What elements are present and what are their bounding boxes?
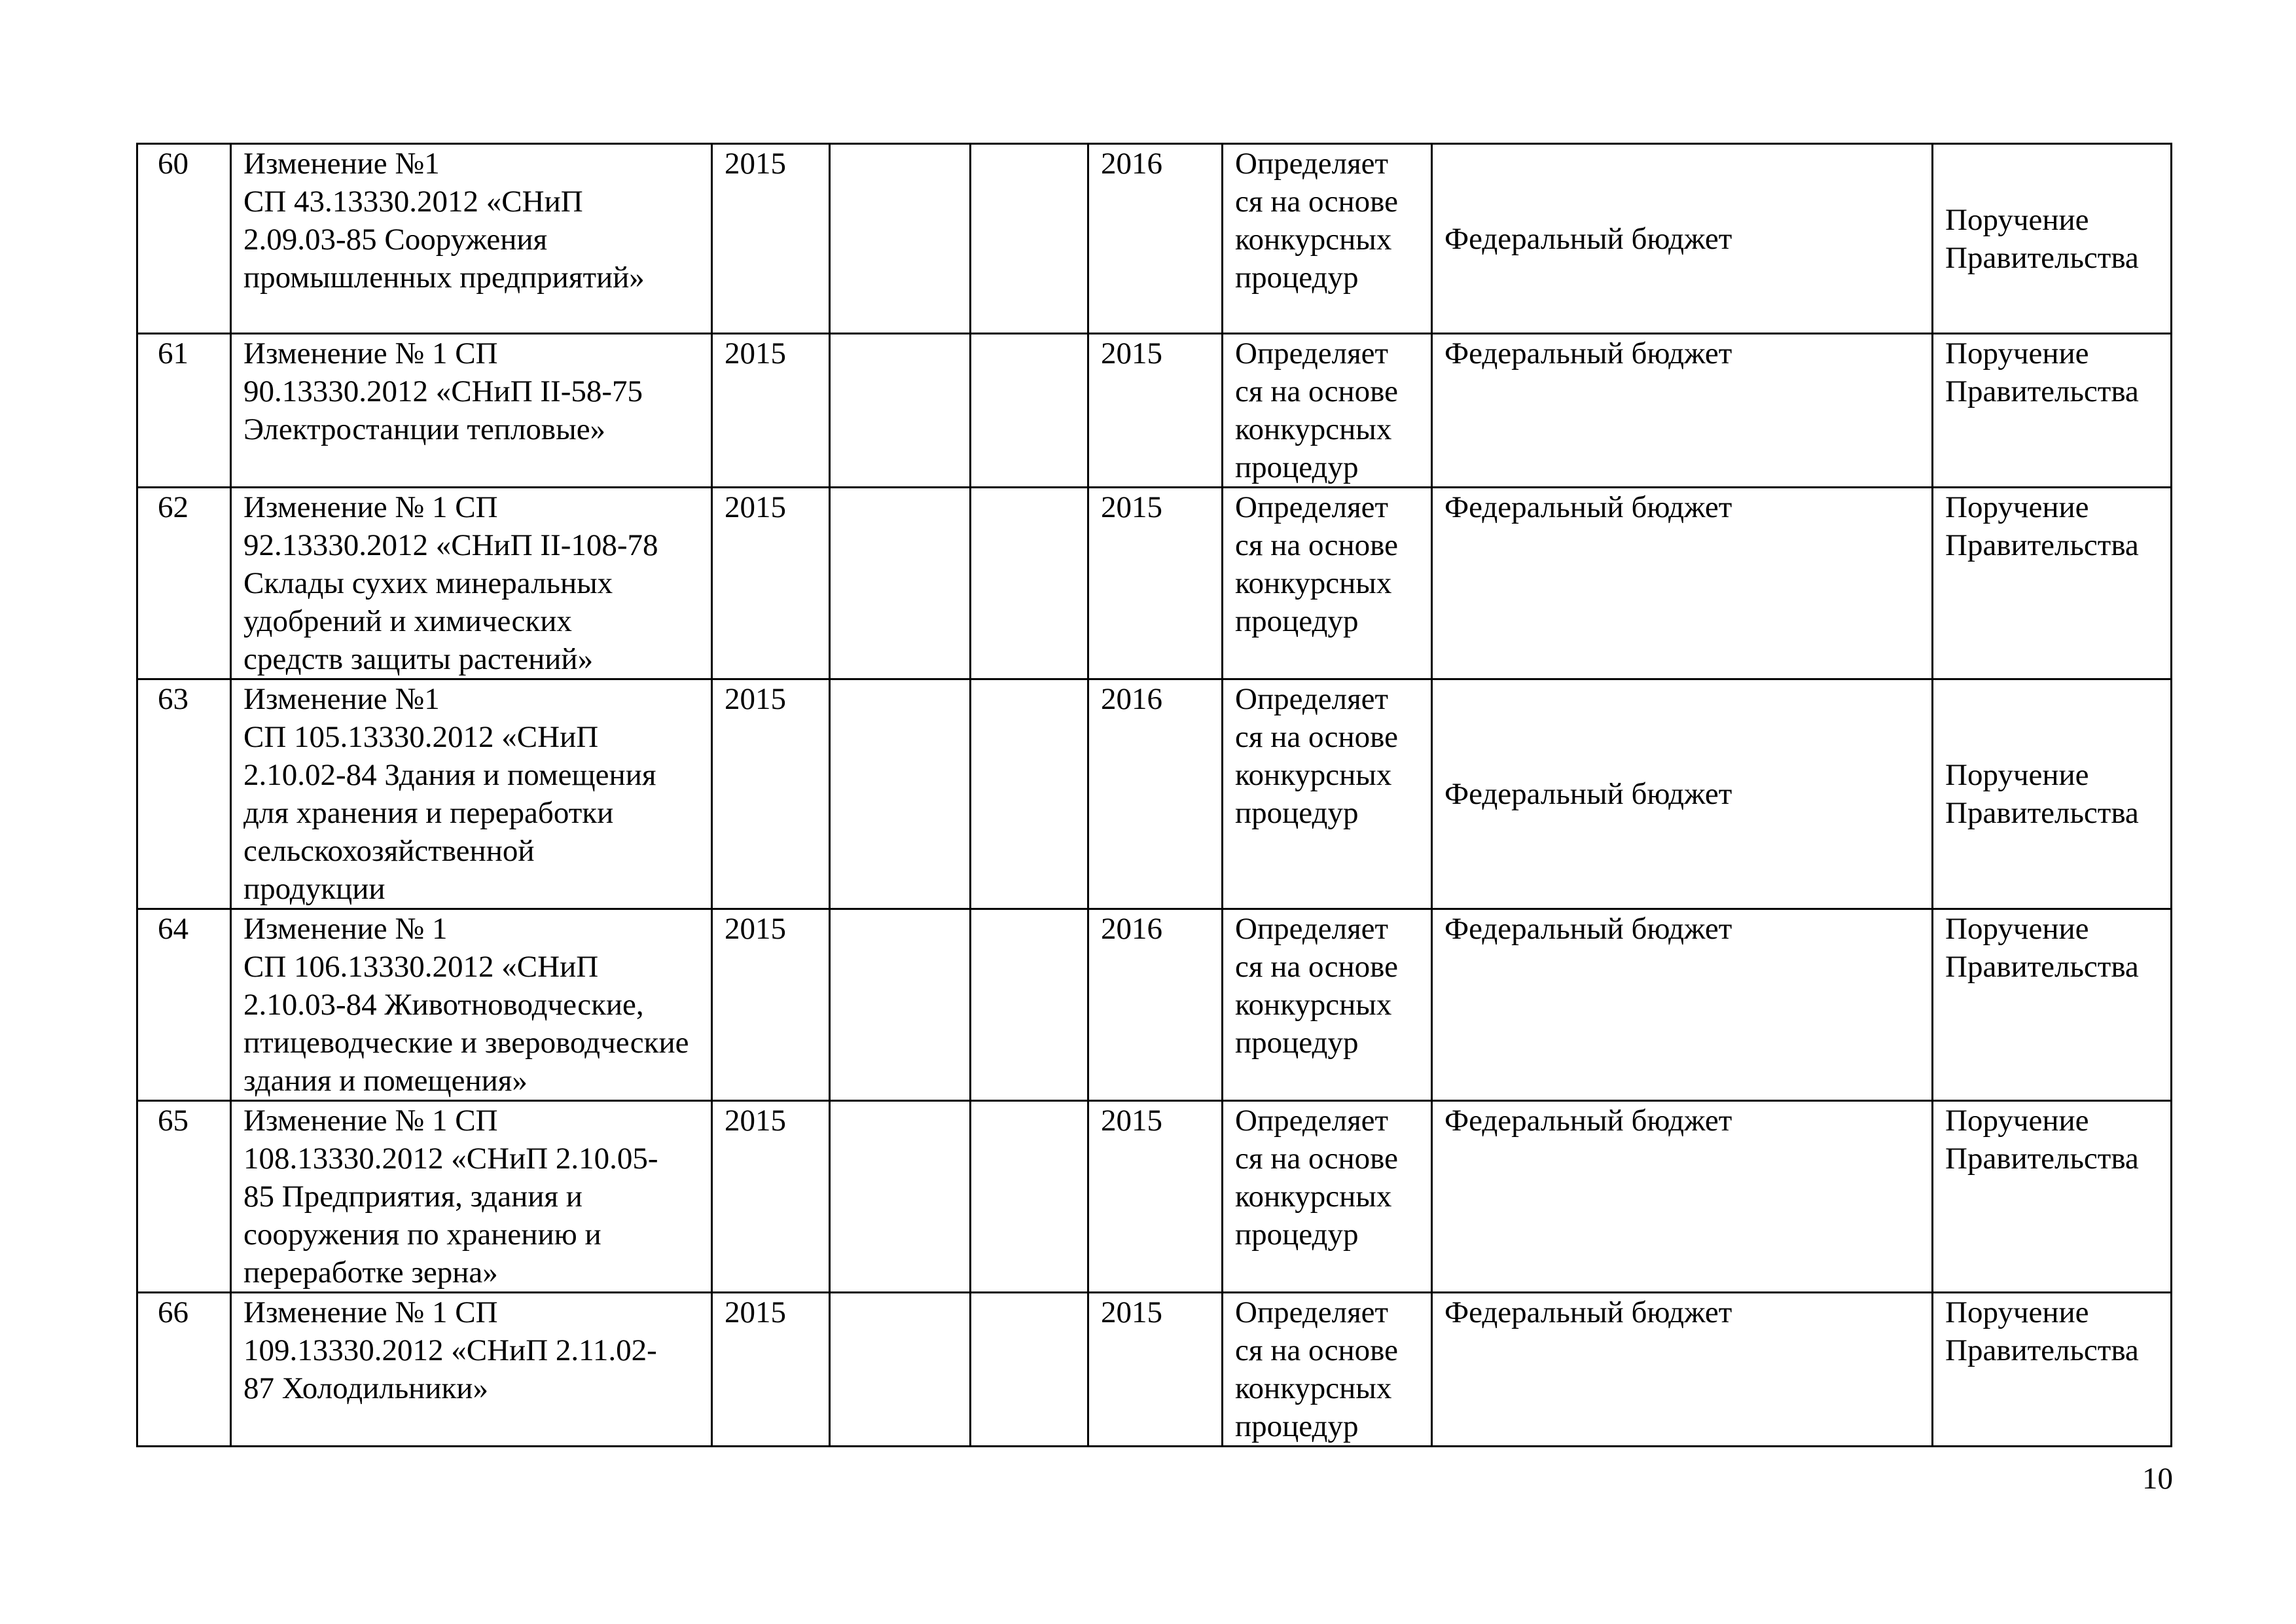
start-year: 2015 [725,1295,786,1329]
empty-cell [971,909,1088,1101]
document-title-line: 2.09.03-85 Сооружения [243,223,548,257]
funding-amount-line: Определяет [1235,490,1389,524]
start-year-cell [712,679,830,909]
empty-cell [971,488,1088,679]
basis-cell [1933,1101,2172,1293]
basis-line: Правительства [1945,240,2139,275]
funding-amount-line: процедур [1235,1218,1359,1252]
start-year: 2015 [725,1104,786,1138]
funding-amount-line: Определяет [1235,1104,1389,1138]
empty-cell [830,909,971,1101]
basis-cell [1933,909,2172,1101]
document-title-line: средств защиты растений» [243,642,594,676]
end-year-cell [1088,679,1223,909]
document-title-cell [231,488,712,679]
table-row [137,334,2172,488]
basis-cell [1933,334,2172,488]
document-title-line: Изменение №1 [243,147,440,181]
funding-amount-line: конкурсных [1235,223,1392,257]
funding-source: Федеральный бюджет [1444,221,1732,256]
basis-line: Поручение [1945,490,2089,524]
basis-cell [1933,679,2172,909]
document-title-line: 90.13330.2012 «СНиП II-58-75 [243,374,643,408]
document-title-line: 2.10.03-84 Животноводческие, [243,988,644,1022]
basis-line: Поручение [1945,1295,2089,1329]
table-row [137,488,2172,679]
document-title-line: Изменение № 1 СП [243,490,498,524]
table-row [137,1293,2172,1447]
row-number: 65 [158,1104,188,1138]
row-number: 66 [158,1295,188,1329]
basis-line: Поручение [1945,912,2089,946]
document-title-line: СП 43.13330.2012 «СНиП [243,185,583,219]
end-year-cell [1088,1293,1223,1447]
start-year: 2015 [725,682,786,716]
start-year-cell [712,1293,830,1447]
funding-amount-line: ся на основе [1235,528,1398,562]
table-body [137,144,2172,1447]
funding-amount-line: процедур [1235,450,1359,484]
funding-source-cell [1432,144,1933,334]
basis-line: Поручение [1945,1104,2089,1138]
row-number: 63 [158,682,188,716]
row-number-cell [137,1101,231,1293]
end-year: 2016 [1101,682,1162,716]
table-row [137,144,2172,334]
document-title-line: Изменение № 1 [243,912,448,946]
funding-amount-line: Определяет [1235,682,1389,716]
document-title-line: СП 106.13330.2012 «СНиП [243,950,599,984]
page-number: 10 [2142,1462,2173,1496]
funding-amount-cell [1223,909,1432,1101]
funding-source: Федеральный бюджет [1444,1104,1732,1138]
document-title-line: промышленных предприятий» [243,261,645,295]
end-year: 2016 [1101,147,1162,181]
end-year-cell [1088,144,1223,334]
end-year-cell [1088,909,1223,1101]
start-year-cell [712,144,830,334]
basis-line: Правительства [1945,1333,2139,1367]
empty-cell [971,144,1088,334]
document-title-line: сельскохозяйственной [243,834,535,868]
basis-line: Правительства [1945,374,2139,408]
document-title-line: для хранения и переработки [243,796,614,830]
start-year-cell [712,909,830,1101]
row-number: 61 [158,336,188,370]
funding-amount-line: конкурсных [1235,758,1392,792]
document-title-line: Изменение № 1 СП [243,1295,498,1329]
basis-cell [1933,144,2172,334]
basis-line: Поручение [1945,758,2089,792]
funding-source-cell [1432,334,1933,488]
start-year: 2015 [725,912,786,946]
funding-source-cell [1432,679,1933,909]
document-title-line: 92.13330.2012 «СНиП II-108-78 [243,528,658,562]
funding-amount-line: конкурсных [1235,988,1392,1022]
document-title-line: 85 Предприятия, здания и [243,1180,583,1214]
document-title-cell [231,1101,712,1293]
basis-cell [1933,488,2172,679]
start-year: 2015 [725,336,786,370]
funding-amount-line: Определяет [1235,147,1389,181]
funding-amount-line: процедур [1235,261,1359,295]
funding-amount-line: конкурсных [1235,1371,1392,1405]
funding-amount-cell [1223,334,1432,488]
document-title-cell [231,144,712,334]
funding-amount-line: Определяет [1235,912,1389,946]
end-year-cell [1088,488,1223,679]
funding-amount-cell [1223,1101,1432,1293]
funding-amount-line: ся на основе [1235,1333,1398,1367]
empty-cell [830,1101,971,1293]
table-row [137,679,2172,909]
end-year-cell [1088,334,1223,488]
funding-amount-line: Определяет [1235,336,1389,370]
funding-amount-line: ся на основе [1235,950,1398,984]
funding-amount-line: ся на основе [1235,720,1398,754]
row-number: 60 [158,147,188,181]
start-year-cell [712,1101,830,1293]
funding-amount-line: процедур [1235,604,1359,638]
basis-cell [1933,1293,2172,1447]
basis-line: Правительства [1945,796,2139,830]
row-number-cell [137,144,231,334]
end-year: 2015 [1101,336,1162,370]
end-year: 2015 [1101,490,1162,524]
basis-line: Правительства [1945,528,2139,562]
start-year: 2015 [725,490,786,524]
funding-amount-cell [1223,144,1432,334]
empty-cell [830,679,971,909]
funding-amount-line: Определяет [1235,1295,1389,1329]
document-title-line: птицеводческие и звероводческие [243,1026,689,1060]
document-title-cell [231,679,712,909]
document-title-line: переработке зерна» [243,1255,498,1290]
document-title-line: Электростанции тепловые» [243,412,606,446]
start-year-cell [712,488,830,679]
empty-cell [830,488,971,679]
empty-cell [830,1293,971,1447]
row-number: 62 [158,490,188,524]
document-title-cell [231,334,712,488]
row-number-cell [137,909,231,1101]
end-year: 2015 [1101,1104,1162,1138]
funding-amount-line: процедур [1235,1026,1359,1060]
funding-amount-cell [1223,679,1432,909]
row-number-cell [137,679,231,909]
empty-cell [971,679,1088,909]
funding-amount-cell [1223,1293,1432,1447]
work-plan-table [136,143,2172,1447]
row-number-cell [137,488,231,679]
funding-amount-line: ся на основе [1235,1142,1398,1176]
funding-amount-line: конкурсных [1235,1180,1392,1214]
empty-cell [830,144,971,334]
basis-line: Правительства [1945,950,2139,984]
row-number: 64 [158,912,188,946]
funding-source: Федеральный бюджет [1444,1295,1732,1329]
document-title-line: 108.13330.2012 «СНиП 2.10.05- [243,1142,658,1176]
funding-amount-line: процедур [1235,796,1359,830]
document-title-line: Изменение № 1 СП [243,1104,498,1138]
funding-source: Федеральный бюджет [1444,912,1732,946]
funding-source: Федеральный бюджет [1444,336,1732,370]
empty-cell [830,334,971,488]
document-title-cell [231,909,712,1101]
funding-source: Федеральный бюджет [1444,490,1732,524]
end-year-cell [1088,1101,1223,1293]
document-title-line: 109.13330.2012 «СНиП 2.11.02- [243,1333,657,1367]
document-title-line: Изменение №1 [243,682,440,716]
start-year-cell [712,334,830,488]
basis-line: Поручение [1945,336,2089,370]
table-row [137,909,2172,1101]
funding-amount-line: ся на основе [1235,185,1398,219]
basis-line: Поручение [1945,202,2089,237]
funding-amount-line: процедур [1235,1409,1359,1443]
document-title-line: здания и помещения» [243,1064,528,1098]
funding-amount-line: конкурсных [1235,412,1392,446]
basis-line: Правительства [1945,1142,2139,1176]
empty-cell [971,334,1088,488]
funding-source-cell [1432,1293,1933,1447]
start-year: 2015 [725,147,786,181]
funding-amount-line: конкурсных [1235,566,1392,600]
empty-cell [971,1293,1088,1447]
document-title-line: Склады сухих минеральных [243,566,613,600]
row-number-cell [137,1293,231,1447]
end-year: 2015 [1101,1295,1162,1329]
document-title-cell [231,1293,712,1447]
document-title-line: удобрений и химических [243,604,572,638]
document-title-line: сооружения по хранению и [243,1218,601,1252]
row-number-cell [137,334,231,488]
funding-amount-line: ся на основе [1235,374,1398,408]
document-title-line: Изменение № 1 СП [243,336,498,370]
funding-source-cell [1432,488,1933,679]
funding-source-cell [1432,909,1933,1101]
end-year: 2016 [1101,912,1162,946]
document-title-line: 2.10.02-84 Здания и помещения [243,758,656,792]
table-row [137,1101,2172,1293]
funding-amount-cell [1223,488,1432,679]
empty-cell [971,1101,1088,1293]
document-title-line: 87 Холодильники» [243,1371,488,1405]
document-title-line: продукции [243,872,386,906]
funding-source: Федеральный бюджет [1444,777,1732,811]
funding-source-cell [1432,1101,1933,1293]
document-title-line: СП 105.13330.2012 «СНиП [243,720,599,754]
